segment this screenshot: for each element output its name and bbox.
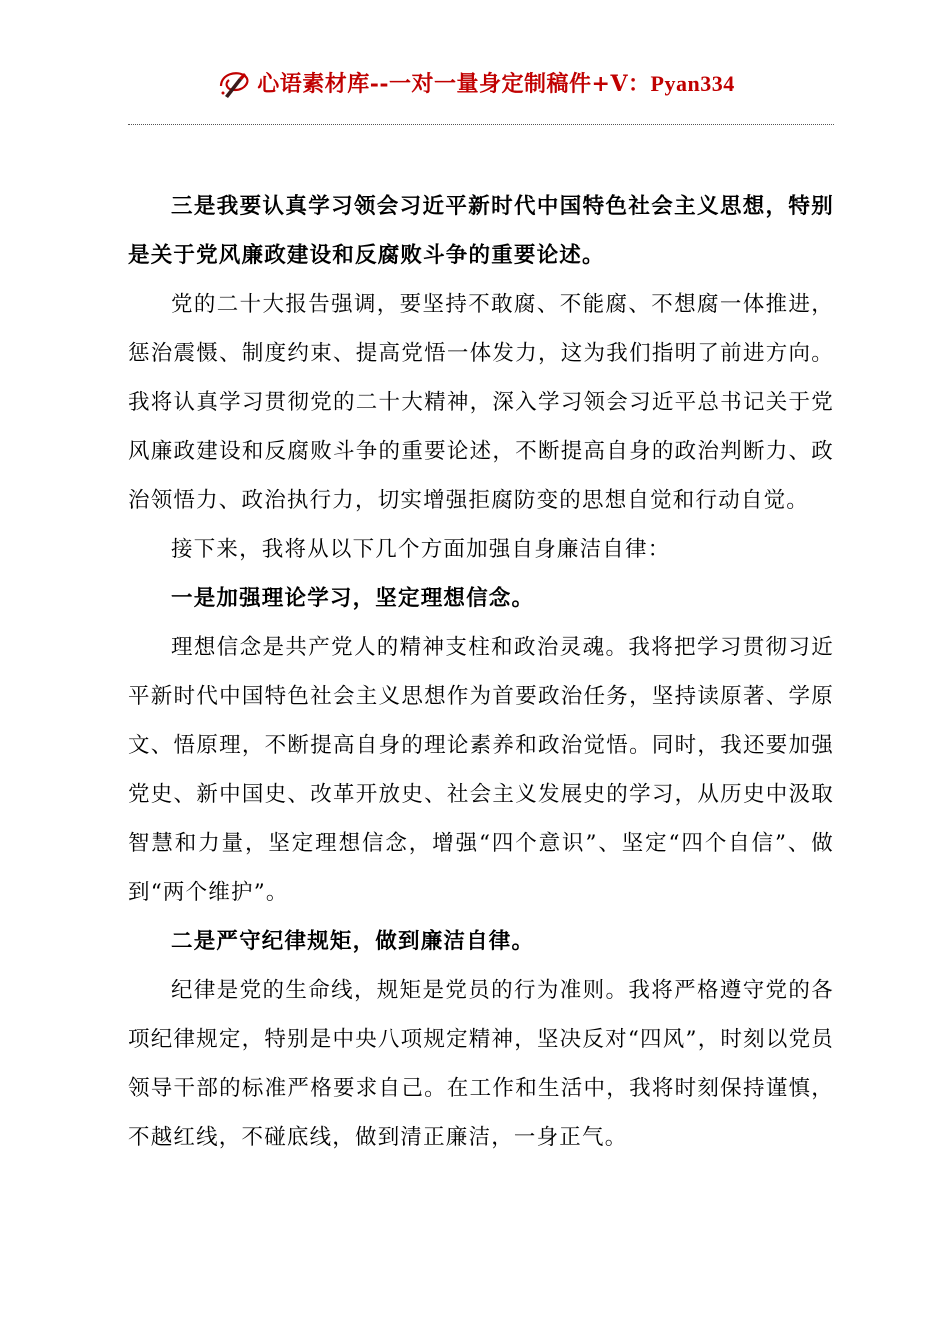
document-body (128, 182, 834, 1162)
header-contact: Pyan334 (650, 70, 735, 96)
paragraph-theory-study: 理想信念是共产党人的精神支柱和政治灵魂。我将把学习贯彻习近平新时代中国特色社会主义思想作为首要政治任务，坚持读原著、学原文、悟原理，不断提高自身的理论素养和政治觉悟。同时，我还要加强党史、新中国史、改革开放史、社会主义发展史的学习，从历史中汲取智慧和力量，坚定理想信念，增强“四个意识”、坚定“四个自信”、做到“两个维护”。 (128, 635, 834, 905)
pen-swirl-logo-icon (215, 62, 255, 102)
paragraph-twentieth-congress: 党的二十大报告强调，要坚持不敢腐、不能腐、不想腐一体推进，惩治震慑、制度约束、提高党悟一体发力，这为我们指明了前进方向。我将认真学习贯彻党的二十大精神，深入学习领会习近平总书记关于党风廉政建设和反腐败斗争的重要论述，不断提高自身的政治判断力、政治领悟力、政治执行力，切实增强拒腐防变的思想自觉和行动自觉。 (128, 292, 834, 513)
header-divider (128, 124, 834, 125)
paragraph-discipline: 纪律是党的生命线，规矩是党员的行为准则。我将严格遵守党的各项纪律规定，特别是中央八项规定精神，坚决反对“四风”，时刻以党员领导干部的标准严格要求自己。在工作和生活中，我将时刻保持谨慎，不越红线，不碰底线，做到清正廉洁，一身正气。 (128, 978, 834, 1150)
header-slogan: 一对一量身定制稿件+V： (389, 70, 651, 97)
header-brand: 心语素材库-- (257, 70, 390, 97)
heading-point-three: 三是我要认真学习领会习近平新时代中国特色社会主义思想，特别是关于党风廉政建设和反腐败斗争的重要论述。 (128, 194, 834, 268)
page-header (0, 62, 950, 102)
heading-point-one: 一是加强理论学习，坚定理想信念。 (171, 586, 535, 611)
heading-point-two: 二是严守纪律规矩，做到廉洁自律。 (171, 929, 535, 954)
header-text (257, 67, 734, 98)
paragraph-intro-next: 接下来，我将从以下几个方面加强自身廉洁自律： (171, 537, 671, 562)
